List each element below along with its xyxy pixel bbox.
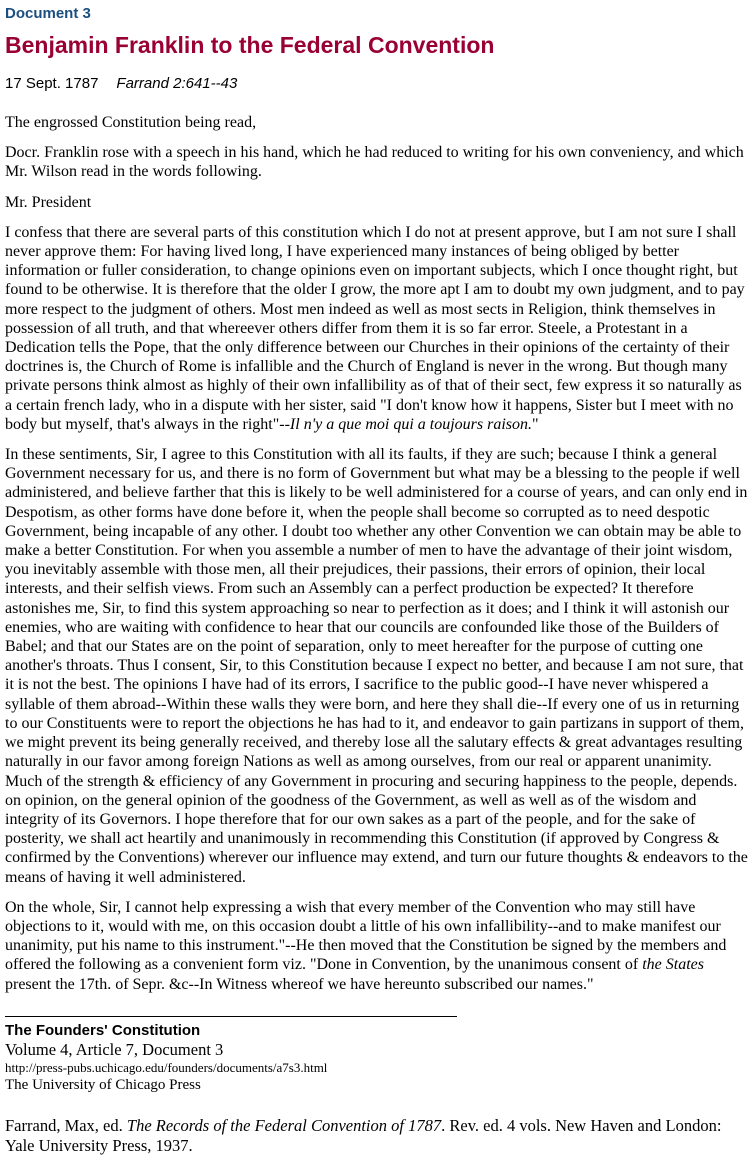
paragraph: Docr. Franklin rose with a speech in his hand, which he had reduced to writing for his own conveniency, and which Mr. Wilson read in the words following. <box>5 144 744 181</box>
document-url: http://press-pubs.uchicago.edu/founders/documents/a7s3.html <box>5 1059 328 1075</box>
bibliographic-citation: Farrand, Max, ed. The Records of the Federal Convention of 1787. Rev. ed. 4 vols. New Haven and London: Yale University Press, 1937. <box>5 1115 722 1155</box>
document-date: 17 Sept. 1787 <box>5 75 99 92</box>
paragraph: I confess that there are several parts of this constitution which I do not at present approve, but I am not sure I shall never approve them: For having lived long, I have experienced many instances of being obliged by better information or fuller consideration, to change opinions even on important subjects, which I once thought right, but found to be otherwise. It is therefore that the older I grow, the more apt I am to doubt my own judgment, and to pay more respect to the judgment of others. Most men indeed as well as most sects in Religion, think themselves in possession of all truth, and that whereever others differ from them it is so far error. Steele, a Protestant in a Dedication tells the Pope, that the only difference between our Churches in their opinions of the certainty of their doctrines is, the Church of Rome is infallible and the Church of England is never in the wrong. But though many private persons think almost as highly of their own infallibility as of that of their sect, few express it so naturally as a certain french lady, who in a dispute with her sister, said "I don't know how it happens, Sister but I meet with no body but myself, that's always in the right"--Il n'y a que moi qui a toujours raison." <box>5 223 745 433</box>
paragraph: In these sentiments, Sir, I agree to this Constitution with all its faults, if they are such; because I think a general Government necessary for us, and there is no form of Government but what may be a blessing to the people if well administered, and believe farther that this is likely to be well administered for a course of years, and can only end in Despotism, as other forms have done before it, when the people shall become so corrupted as to need despotic Government, being incapable of any other. I doubt too whether any other Convention we can obtain may be able to make a better Constitution. For when you assemble a number of men to have the advantage of their joint wisdom, you inevitably assemble with those men, all their prejudices, their passions, their errors of opinion, their local interests, and their selfish views. From such an Assembly can a perfect production be expected? It therefore astonishes me, Sir, to find this system approaching so near to perfection as it does; and I think it will astonish our enemies, who are waiting with confidence to hear that our councils are confounded like those of the Builders of Babel; and that our States are on the point of separation, only to meet hereafter for the purpose of cutting one another's throats. Thus I consent, Sir, to this Constitution because I expect no better, and because I am not sure, that it is not the best. The opinions I have had of its errors, I sacrifice to the public good--I have never whispered a syllable of them abroad--Within these walls they were born, and here they shall die--If every one of us in returning to our Constituents were to report the objections he has had to it, and endeavor to gain partizans in support of them, we might prevent its being generally received, and thereby lose all the salutary effects & great advantages resulting naturally in our favor among foreign Nations as well as among ourselves, from our real or apparent unanimity. Much of the strength & efficiency of any Government in procuring and securing happiness to the people, depends. on opinion, on the general opinion of the goodness of the Government, as well as well as of the wisdom and integrity of its Governors. I hope therefore that for our own sakes as a part of the people, and for the sake of posterity, we shall act heartily and unanimously in recommending this Constitution (if approved by Congress & confirmed by the Conventions) wherever our influence may extend, and turn our future thoughts & endeavors to the means of having it well administered. <box>5 446 748 886</box>
volume-line: Volume 4, Article 7, Document 3 <box>5 1039 224 1059</box>
dateline <box>5 75 750 93</box>
document-number-label: Document 3 <box>5 5 91 22</box>
paragraph: Mr. President <box>5 193 92 211</box>
page-title: Benjamin Franklin to the Federal Convention <box>5 32 495 58</box>
document-body <box>5 113 750 994</box>
source-reference: Farrand 2:641--43 <box>116 75 238 92</box>
footer-divider <box>5 1016 457 1017</box>
footer <box>5 1021 750 1156</box>
paragraph: The engrossed Constitution being read, <box>5 114 257 131</box>
publisher-name: The University of Chicago Press <box>5 1076 201 1093</box>
paragraph: On the whole, Sir, I cannot help expressing a wish that every member of the Convention who may still have objections to it, would with me, on this occasion doubt a little of his own infallibility--and to make manifest our unanimity, put his name to this instrument."--He then moved that the Constitution be signed by the members and offered the following as a convenient form viz. "Done in Convention, by the unanimous consent of the States present the 17th. of Sepr. &c--In Witness whereof we have hereunto subscribed our names." <box>5 898 727 993</box>
publication-title: The Founders' Constitution <box>5 1021 201 1039</box>
